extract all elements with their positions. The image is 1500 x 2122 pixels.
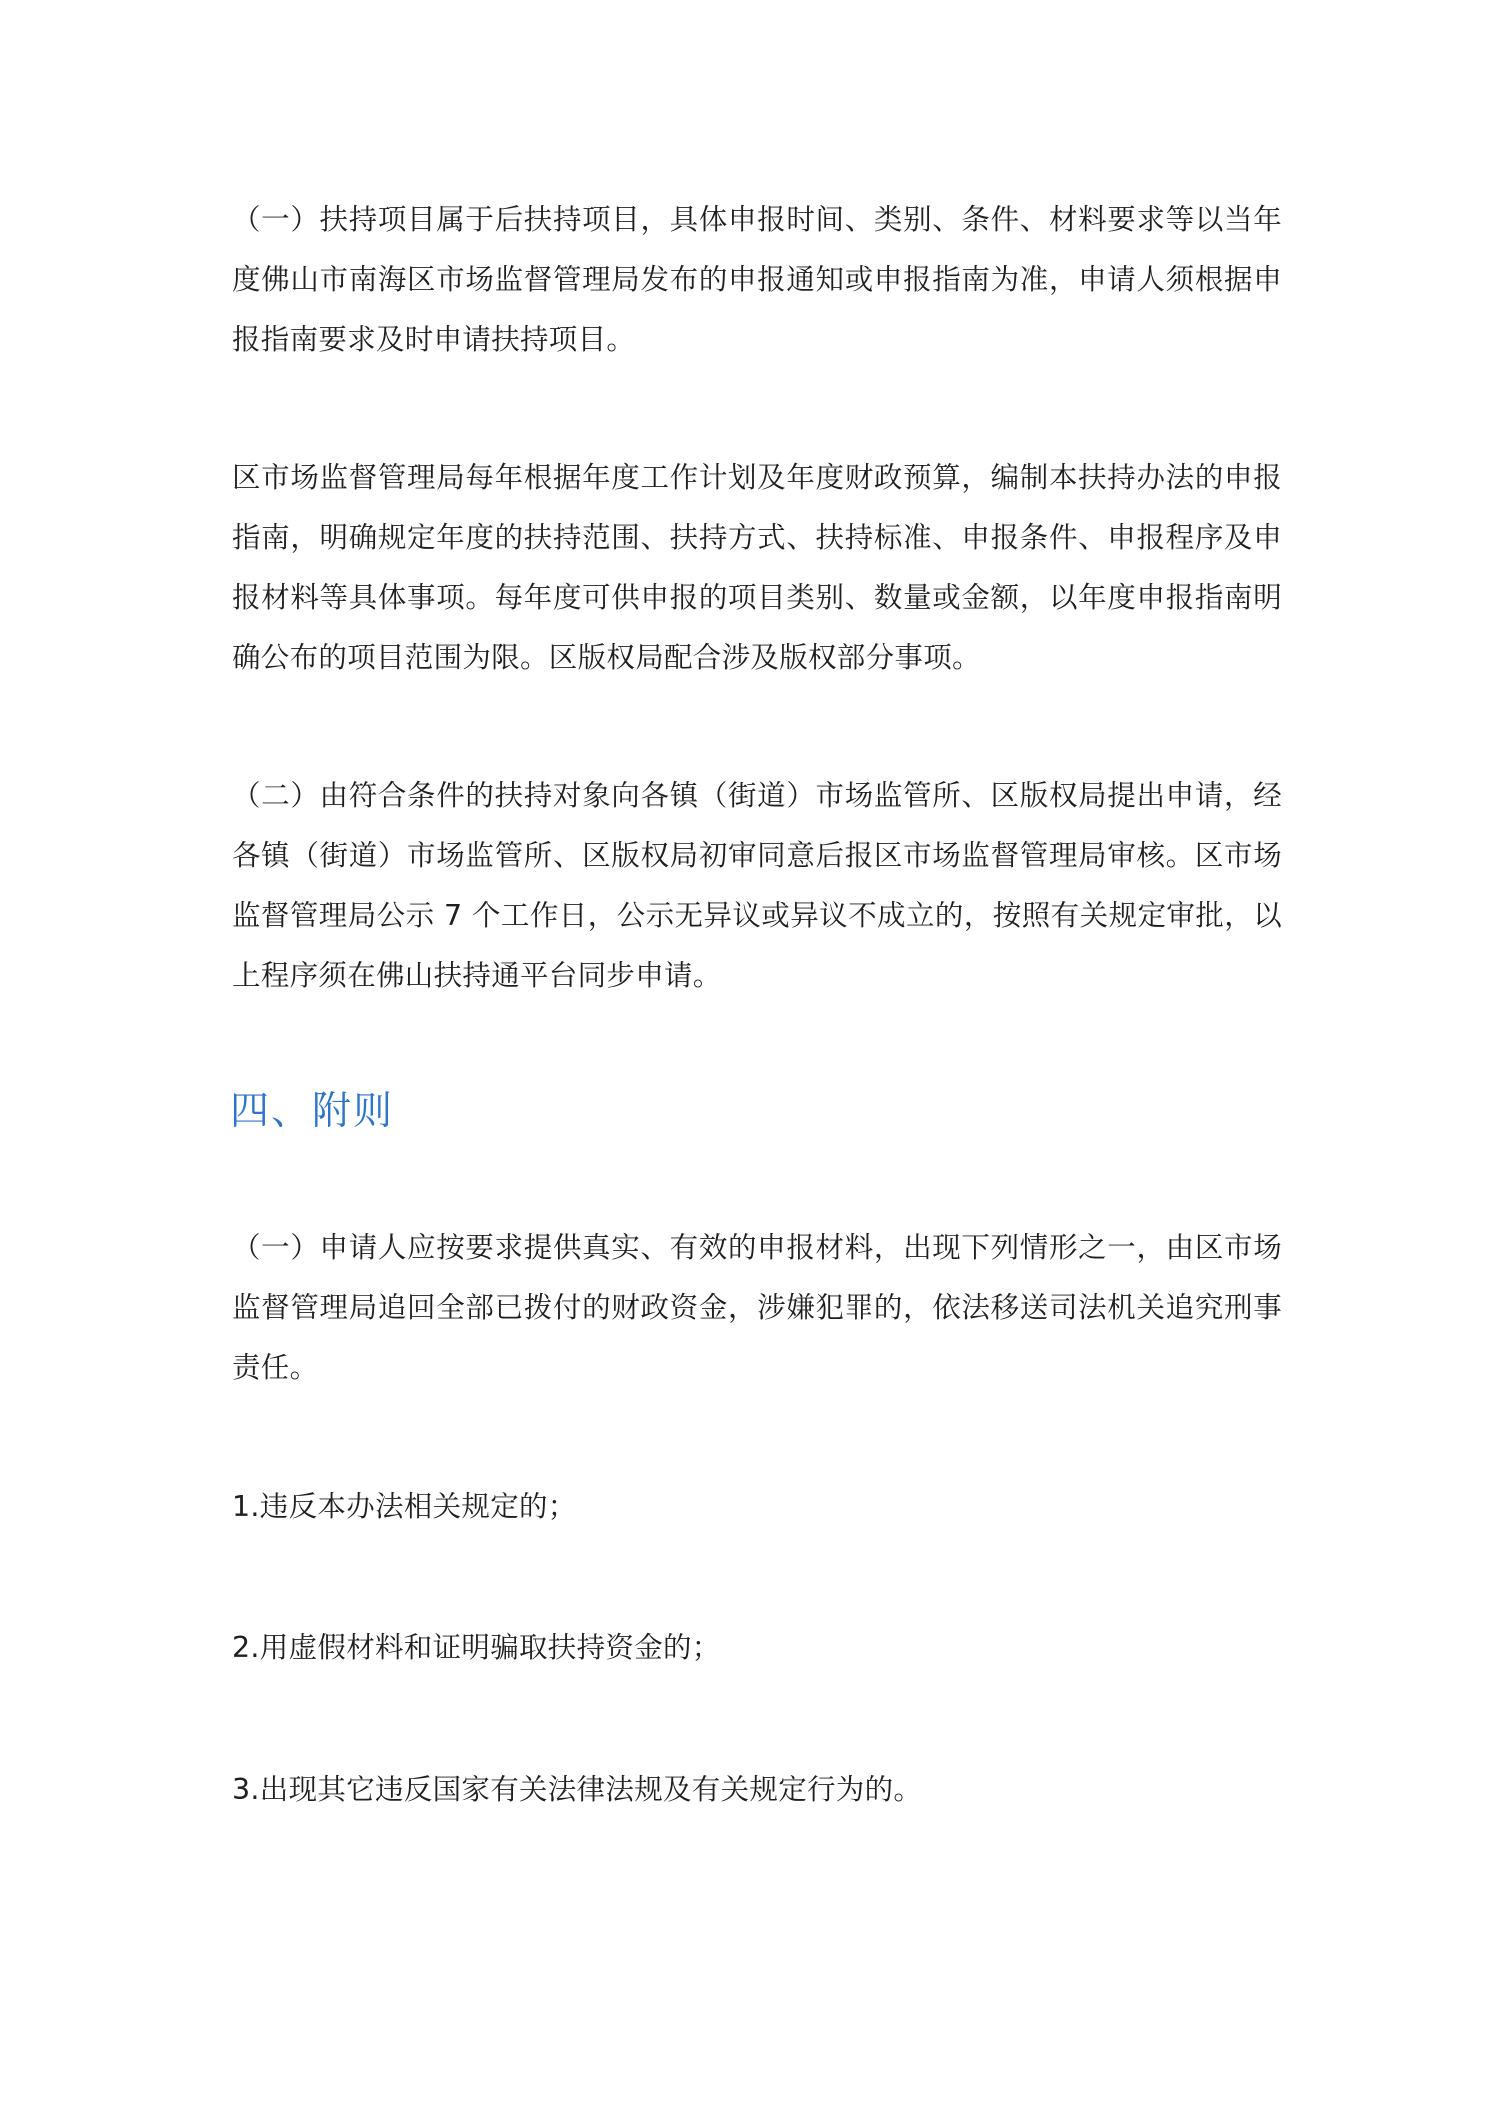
paragraph-support-project-timing: （一）扶持项目属于后扶持项目，具体申报时间、类别、条件、材料要求等以当年度佛山市南海区市场监督管理局发布的申报通知或申报指南为准，申请人须根据申报指南要求及时申请扶持项目。 [232, 203, 1282, 356]
paragraph-truthful-materials: （一）申请人应按要求提供真实、有效的申报材料，出现下列情形之一，由区市场监督管理局追回全部已拨付的财政资金，涉嫌犯罪的，依法移送司法机关追究刑事责任。 [232, 1231, 1282, 1384]
paragraph-application-procedure: （二）由符合条件的扶持对象向各镇（街道）市场监管所、区版权局提出申请，经各镇（街道）市场监管所、区版权局初审同意后报区市场监督管理局审核。区市场监督管理局公示 7 个工作日，公示无异议或异议不成立的，按照有关规定审批，以上程序须在佛山扶持通平台同步申请。 [232, 779, 1282, 992]
list-item-violation-3: 3.出现其它违反国家有关法律法规及有关规定行为的。 [232, 1773, 923, 1806]
section-heading-supplementary-provisions: 四、附则 [230, 1089, 395, 1134]
list-item-violation-1: 1.违反本办法相关规定的； [232, 1490, 577, 1523]
list-item-violation-2: 2.用虚假材料和证明骗取扶持资金的； [232, 1631, 721, 1664]
paragraph-annual-guidelines: 区市场监督管理局每年根据年度工作计划及年度财政预算，编制本扶持办法的申报指南，明确规定年度的扶持范围、扶持方式、扶持标准、申报条件、申报程序及申报材料等具体事项。每年度可供申报的项目类别、数量或金额，以年度申报指南明确公布的项目范围为限。区版权局配合涉及版权部分事项。 [232, 461, 1282, 674]
